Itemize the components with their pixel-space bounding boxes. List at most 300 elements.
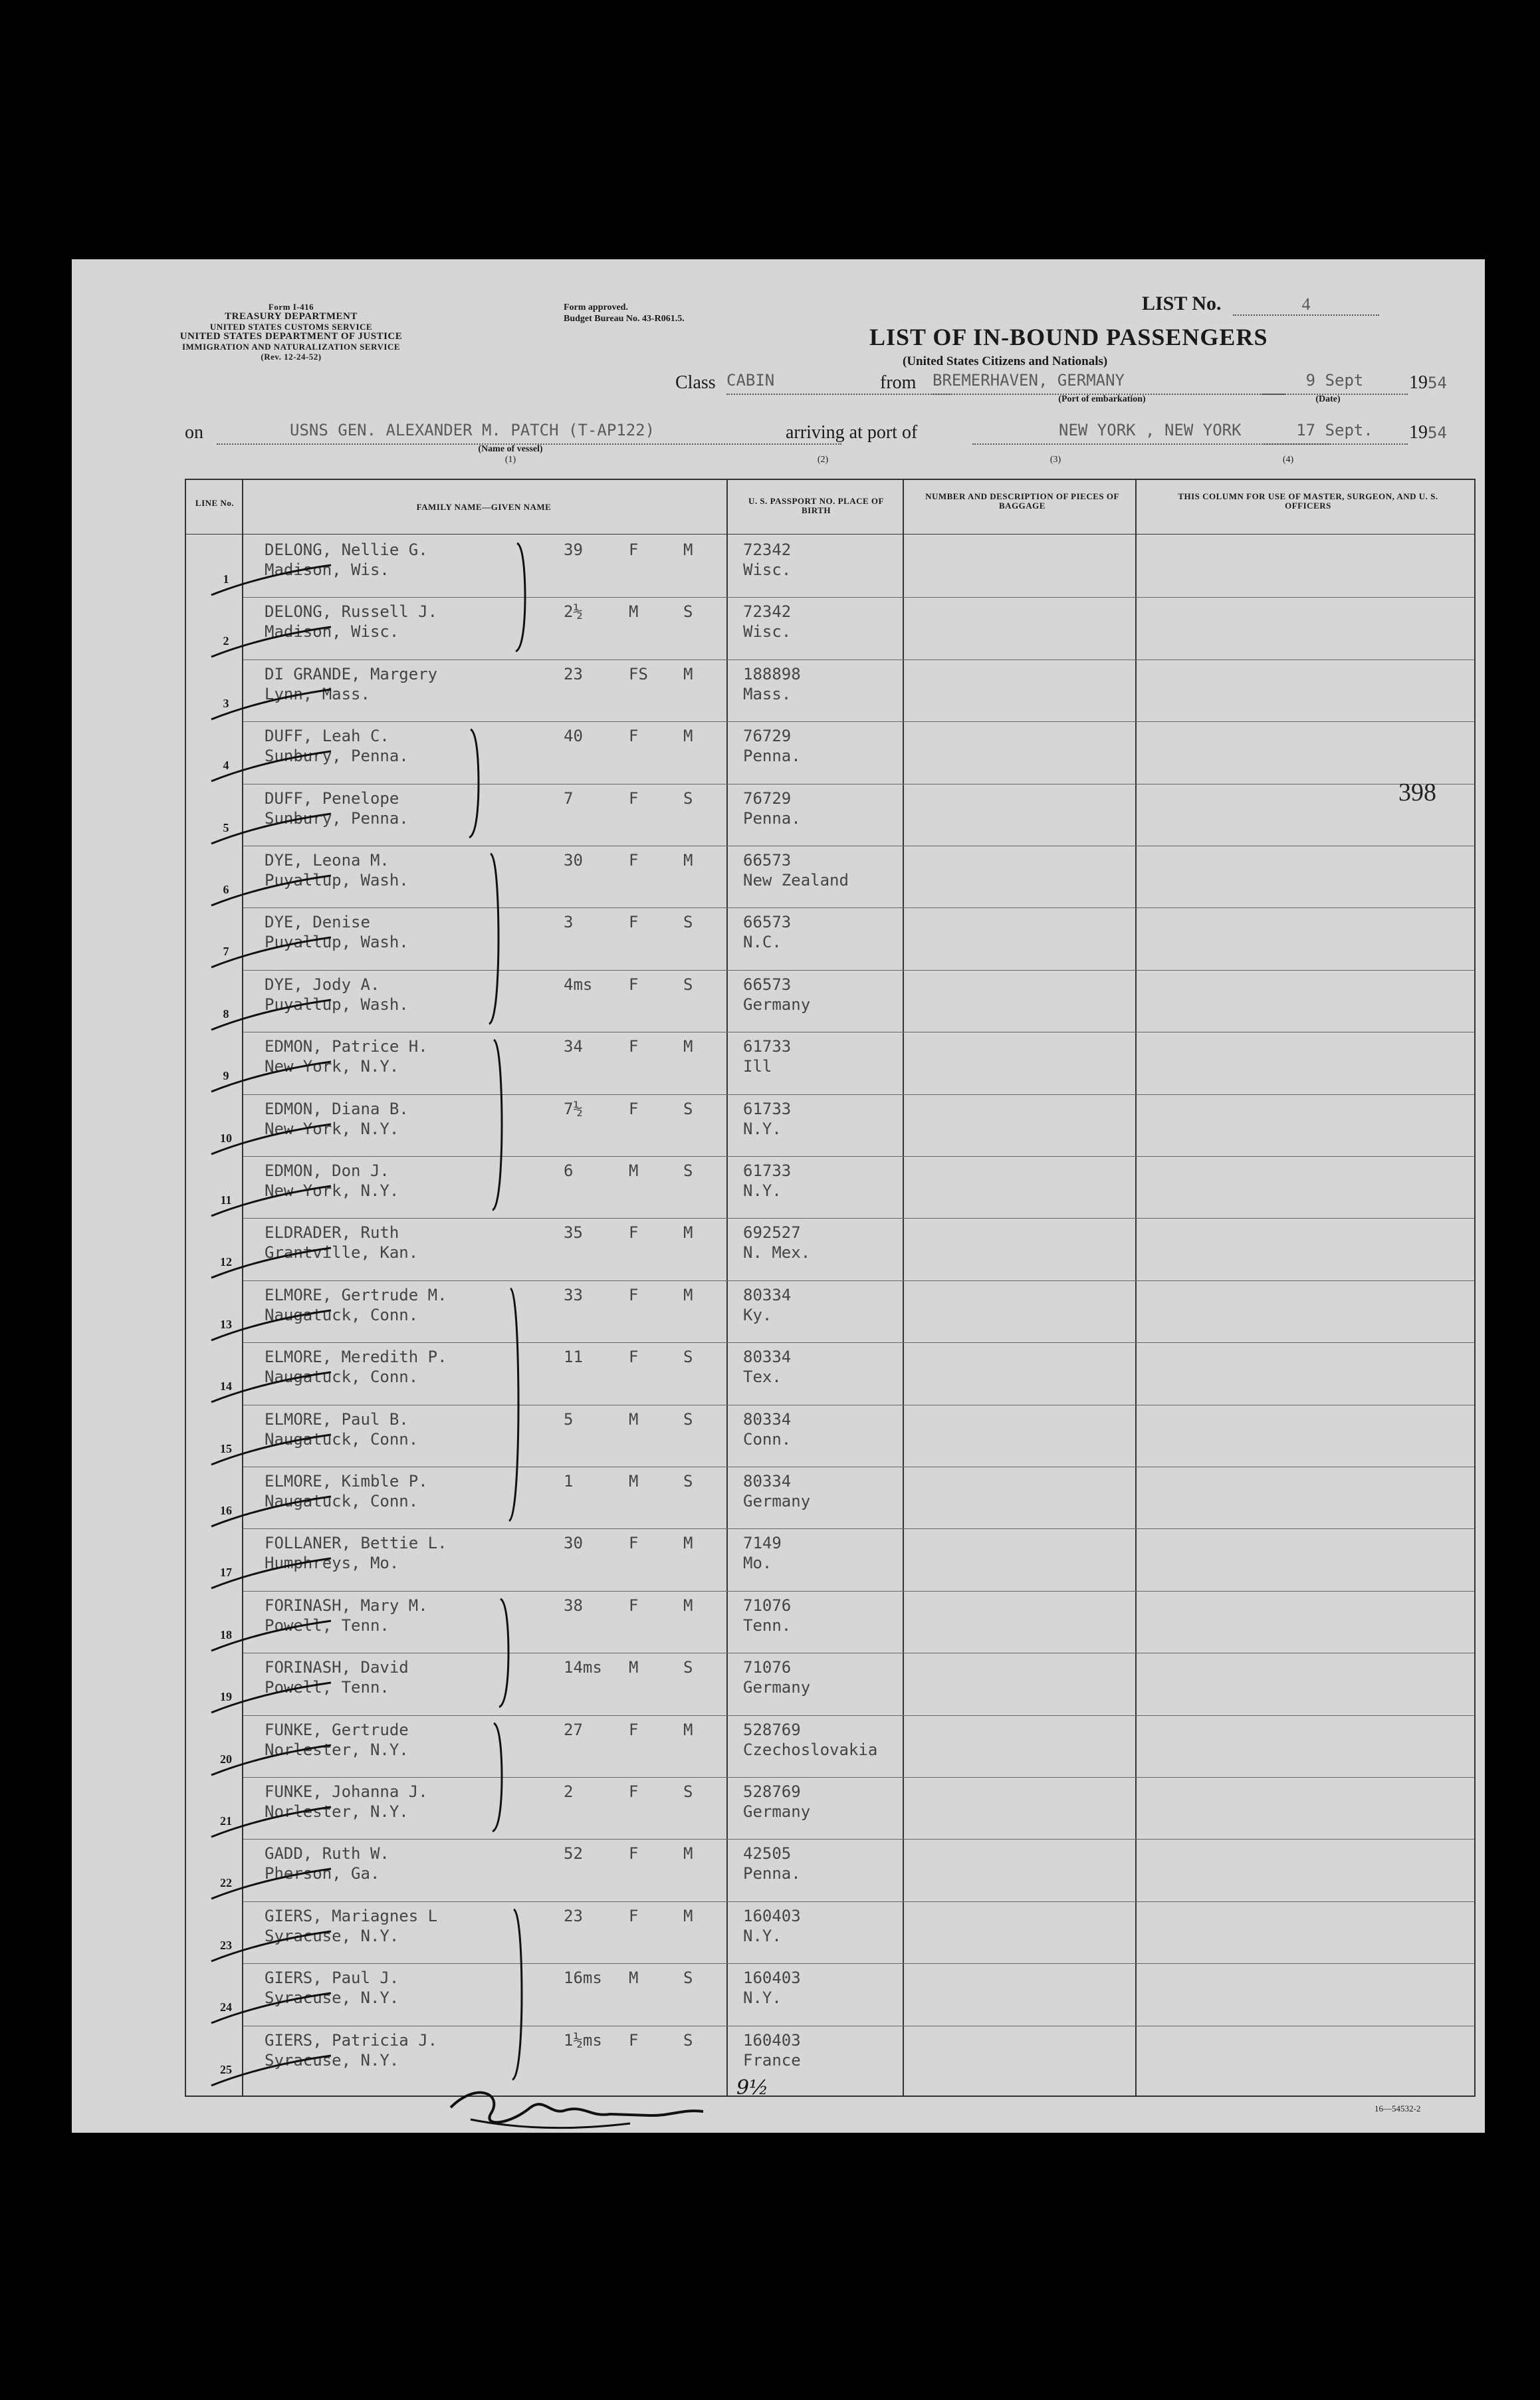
- row-divider: [243, 1342, 1474, 1343]
- passenger-marital-status: M: [683, 1223, 693, 1243]
- passenger-marital-status: S: [683, 1348, 693, 1367]
- passenger-residence: Naugatuck, Conn.: [265, 1368, 419, 1387]
- passport-number: 66573: [743, 975, 792, 994]
- passenger-name: DUFF, Penelope: [265, 788, 399, 808]
- passenger-marital-status: S: [683, 1658, 693, 1677]
- passenger-marital-status: S: [683, 1409, 693, 1429]
- check-mark: [205, 934, 338, 974]
- check-mark: [205, 1865, 338, 1905]
- row-line-number: 8: [223, 1007, 229, 1020]
- embarkation-date: 9 Sept: [1305, 371, 1364, 390]
- passenger-name: GIERS, Mariagnes L: [265, 1906, 438, 1925]
- row-line-number: 15: [220, 1441, 232, 1455]
- row-divider: [243, 1901, 1474, 1902]
- passenger-name: EDMON, Don J.: [265, 1161, 389, 1180]
- passenger-age: 6: [564, 1161, 574, 1180]
- passenger-sex: F: [629, 1720, 639, 1739]
- passenger-marital-status: S: [683, 1782, 693, 1801]
- treasury-dept: TREASURY DEPARTMENT: [225, 311, 358, 322]
- family-bracket: [484, 852, 510, 1025]
- row-line-number: 11: [220, 1193, 232, 1207]
- passenger-age: 7: [564, 788, 574, 808]
- passenger-sex: M: [629, 1658, 639, 1677]
- passenger-marital-status: M: [683, 1534, 693, 1553]
- passenger-sex: F: [629, 1223, 639, 1243]
- place-of-birth: N. Mex.: [743, 1243, 811, 1262]
- passenger-residence: Puyallup, Wash.: [265, 933, 409, 952]
- year2: [1409, 422, 1447, 443]
- embarkation-port: BREMERHAVEN, GERMANY: [933, 371, 1125, 390]
- passenger-age: 7½: [564, 1099, 583, 1118]
- row-line-number: 1: [223, 572, 229, 586]
- passenger-age: 39: [564, 540, 583, 559]
- row-divider: [243, 721, 1474, 722]
- check-mark: [205, 1618, 338, 1657]
- passenger-residence: Madison, Wis.: [265, 560, 389, 579]
- passenger-age: 1: [564, 1472, 574, 1491]
- passenger-residence: Pherson, Ga.: [265, 1864, 380, 1883]
- passenger-name: ELMORE, Gertrude M.: [265, 1285, 447, 1304]
- passenger-name: GADD, Ruth W.: [265, 1844, 389, 1863]
- year1-prefix: 19: [1409, 372, 1428, 393]
- passenger-residence: New York, N.Y.: [265, 1057, 399, 1076]
- passenger-sex: M: [629, 602, 639, 622]
- place-of-birth: Germany: [743, 1678, 811, 1697]
- place-of-birth: Germany: [743, 1802, 811, 1821]
- row-divider: [243, 1591, 1474, 1592]
- passport-number: 72342: [743, 540, 792, 559]
- passenger-name: DELONG, Nellie G.: [265, 540, 428, 559]
- passenger-sex: F: [629, 975, 639, 994]
- passenger-residence: New York, N.Y.: [265, 1119, 399, 1138]
- passenger-name: FORINASH, Mary M.: [265, 1596, 428, 1615]
- passport-number: 80334: [743, 1409, 792, 1429]
- passenger-name: ELMORE, Paul B.: [265, 1409, 409, 1429]
- check-mark: [205, 1183, 338, 1223]
- class-label: Class: [675, 372, 716, 393]
- place-of-birth: Mass.: [743, 684, 792, 703]
- passport-number: 160403: [743, 1906, 801, 1925]
- row-divider: [243, 597, 1474, 598]
- row-line-number: 20: [220, 1752, 232, 1766]
- place-of-birth: Germany: [743, 1492, 811, 1510]
- row-divider: [243, 1528, 1474, 1529]
- place-of-birth: Conn.: [743, 1429, 792, 1449]
- passenger-marital-status: S: [683, 975, 693, 994]
- passenger-age: 38: [564, 1596, 583, 1615]
- check-mark: [205, 1804, 338, 1844]
- row-divider: [243, 907, 1474, 908]
- row-line-number: 17: [220, 1566, 232, 1580]
- passenger-sex: F: [629, 1099, 639, 1118]
- passenger-marital-status: M: [683, 851, 693, 870]
- family-bracket: [510, 542, 537, 653]
- manifest-page: [72, 259, 1485, 2133]
- table-bottom-border: [185, 2096, 1476, 2097]
- passport-number: 188898: [743, 664, 801, 683]
- passport-number: 7149: [743, 1534, 782, 1553]
- passenger-marital-status: S: [683, 1161, 693, 1180]
- passenger-sex: M: [629, 1161, 639, 1180]
- passenger-sex: F: [629, 851, 639, 870]
- row-divider: [243, 1963, 1474, 1964]
- row-line-number: 14: [220, 1380, 232, 1393]
- passenger-name: ELMORE, Kimble P.: [265, 1472, 428, 1491]
- passenger-name: FUNKE, Johanna J.: [265, 1782, 428, 1801]
- check-mark: [205, 1245, 338, 1284]
- list-number: [1142, 293, 1454, 316]
- year1-value: 54: [1428, 374, 1447, 392]
- passenger-sex: F: [629, 1844, 639, 1863]
- row-line-number: 13: [220, 1317, 232, 1331]
- passenger-sex: F: [629, 1782, 639, 1801]
- passport-number: 528769: [743, 1782, 801, 1801]
- passenger-marital-status: M: [683, 1285, 693, 1304]
- header-passport: U. S. PASSPORT NO. PLACE OF BIRTH: [748, 496, 884, 515]
- table-top-border: [185, 479, 1476, 480]
- check-mark: [205, 1307, 338, 1347]
- check-mark: [205, 1990, 338, 2030]
- passenger-residence: New York, N.Y.: [265, 1181, 399, 1200]
- row-divider: [243, 970, 1474, 971]
- row-divider: [243, 1094, 1474, 1095]
- passport-number: 76729: [743, 727, 792, 746]
- vessel-name: USNS GEN. ALEXANDER M. PATCH (T-AP122): [290, 421, 655, 439]
- passenger-name: DELONG, Russell J.: [265, 602, 438, 622]
- passenger-residence: Syracuse, N.Y.: [265, 1988, 399, 2008]
- check-mark: [205, 872, 338, 912]
- year2-prefix: 19: [1409, 422, 1428, 443]
- vessel-field: [217, 421, 841, 445]
- page-title: LIST OF IN-BOUND PASSENGERS: [869, 324, 1268, 350]
- from-label: from: [876, 372, 920, 394]
- date-caption: (Date): [1315, 394, 1341, 404]
- header-baggage: NUMBER AND DESCRIPTION OF PIECES OF BAGGAGE: [925, 491, 1119, 511]
- year2-value: 54: [1428, 423, 1447, 442]
- passenger-residence: Madison, Wisc.: [265, 622, 399, 642]
- place-of-birth: N.Y.: [743, 1181, 782, 1200]
- date1-field: [1262, 371, 1408, 395]
- place-of-birth: N.Y.: [743, 1988, 782, 2008]
- passenger-residence: Powell, Tenn.: [265, 1678, 389, 1697]
- passenger-age: 2½: [564, 602, 583, 622]
- passport-number: 61733: [743, 1099, 792, 1118]
- passenger-marital-status: M: [683, 664, 693, 683]
- passenger-age: 3: [564, 913, 574, 932]
- passenger-age: 30: [564, 851, 583, 870]
- passenger-sex: M: [629, 1969, 639, 1988]
- passenger-name: EDMON, Patrice H.: [265, 1037, 428, 1056]
- family-bracket: [507, 1908, 534, 2081]
- place-of-birth: N.Y.: [743, 1926, 782, 1945]
- signature-note: 9½: [736, 2076, 769, 2100]
- row-line-number: 9: [223, 1069, 229, 1083]
- passenger-sex: F: [629, 913, 639, 932]
- date2-field: [1262, 421, 1408, 445]
- passenger-sex: FS: [629, 664, 648, 683]
- table-left-border: [185, 479, 186, 2097]
- arriving-label: arriving at port of: [782, 422, 921, 443]
- passport-number: 71076: [743, 1596, 792, 1615]
- row-line-number: 3: [223, 696, 229, 710]
- arrival-port: NEW YORK , NEW YORK: [1059, 421, 1242, 439]
- passenger-residence: Norlester, N.Y.: [265, 1802, 409, 1821]
- form-approved: Form approved.: [564, 302, 628, 312]
- passenger-residence: Naugatuck, Conn.: [265, 1429, 419, 1449]
- passport-number: 61733: [743, 1037, 792, 1056]
- passenger-age: 33: [564, 1285, 583, 1304]
- passport-number: 80334: [743, 1285, 792, 1304]
- check-mark: [205, 1555, 338, 1595]
- passenger-name: FOLLANER, Bettie L.: [265, 1534, 447, 1553]
- passport-number: 80334: [743, 1472, 792, 1491]
- place-of-birth: Penna.: [743, 808, 801, 828]
- row-divider: [243, 1218, 1474, 1219]
- passport-number: 66573: [743, 913, 792, 932]
- row-line-number: 5: [223, 820, 229, 834]
- check-mark: [205, 997, 338, 1036]
- passenger-sex: F: [629, 1534, 639, 1553]
- list-number-label: LIST No.: [1142, 293, 1222, 314]
- family-bracket: [504, 1287, 530, 1522]
- header-family-name: FAMILY NAME—GIVEN NAME: [416, 502, 552, 512]
- place-of-birth: Czechoslovakia: [743, 1740, 878, 1759]
- row-line-number: 22: [220, 1876, 232, 1890]
- passenger-age: 14ms: [564, 1658, 602, 1677]
- passenger-marital-status: S: [683, 1472, 693, 1491]
- passenger-residence: Norlester, N.Y.: [265, 1740, 409, 1759]
- passenger-residence: Naugatuck, Conn.: [265, 1492, 419, 1510]
- passport-number: 80334: [743, 1348, 792, 1367]
- check-mark: [205, 1742, 338, 1782]
- list-number-value: 4: [1233, 295, 1379, 316]
- header-line-no: LINE No.: [195, 498, 235, 508]
- passenger-marital-status: S: [683, 1099, 693, 1118]
- passenger-sex: F: [629, 1037, 639, 1056]
- passenger-marital-status: M: [683, 1596, 693, 1615]
- passenger-name: FUNKE, Gertrude: [265, 1720, 409, 1739]
- place-of-birth: N.C.: [743, 933, 782, 952]
- vessel-caption: (Name of vessel): [478, 444, 543, 454]
- passenger-residence: Humphreys, Mo.: [265, 1554, 399, 1573]
- class-value: CABIN: [726, 371, 775, 390]
- passenger-name: DYE, Jody A.: [265, 975, 380, 994]
- footer-code: 16—54532-2: [1375, 2103, 1421, 2113]
- col-num-4: (4): [1282, 455, 1294, 465]
- passenger-age: 34: [564, 1037, 583, 1056]
- row-line-number: 18: [220, 1627, 232, 1641]
- form-approval: [564, 302, 776, 324]
- passenger-marital-status: S: [683, 913, 693, 932]
- passenger-age: 23: [564, 1906, 583, 1925]
- passenger-marital-status: M: [683, 1037, 693, 1056]
- row-divider: [243, 1280, 1474, 1281]
- family-bracket: [487, 1722, 514, 1833]
- passport-number: 42505: [743, 1844, 792, 1863]
- passenger-age: 2: [564, 1782, 574, 1801]
- budget-bureau: Budget Bureau No. 43-R061.5.: [564, 314, 685, 324]
- place-of-birth: Penna.: [743, 1864, 801, 1883]
- place-of-birth: Mo.: [743, 1554, 772, 1573]
- immigration-service: IMMIGRATION AND NATURALIZATION SERVICE: [181, 342, 401, 352]
- passenger-age: 30: [564, 1534, 583, 1553]
- passenger-marital-status: S: [683, 788, 693, 808]
- row-line-number: 7: [223, 945, 229, 959]
- passenger-marital-status: M: [683, 1720, 693, 1739]
- passenger-residence: Sunbury, Penna.: [265, 747, 409, 766]
- row-divider: [243, 1839, 1474, 1840]
- passenger-residence: Lynn, Mass.: [265, 684, 370, 703]
- arrival-date: 17 Sept.: [1296, 421, 1373, 439]
- check-mark: [205, 686, 338, 726]
- form-number: Form I-416: [268, 302, 314, 312]
- check-mark: [205, 562, 338, 602]
- passenger-age: 16ms: [564, 1969, 602, 1988]
- row-line-number: 24: [220, 2000, 232, 2014]
- passenger-residence: Naugatuck, Conn.: [265, 1305, 419, 1324]
- passenger-sex: F: [629, 1348, 639, 1367]
- passenger-name: EDMON, Diana B.: [265, 1099, 409, 1118]
- passenger-residence: Puyallup, Wash.: [265, 871, 409, 890]
- revision-date: (Rev. 12-24-52): [261, 352, 322, 362]
- place-of-birth: N.Y.: [743, 1119, 782, 1138]
- family-bracket: [494, 1598, 520, 1709]
- passenger-residence: Grantville, Kan.: [265, 1243, 419, 1262]
- check-mark: [205, 2052, 338, 2092]
- header-bottom-border: [185, 534, 1476, 535]
- row-line-number: 19: [220, 1690, 232, 1704]
- row-line-number: 2: [223, 634, 229, 648]
- port-embark-caption: (Port of embarkation): [1058, 394, 1146, 404]
- passenger-name: GIERS, Patricia J.: [265, 2030, 438, 2050]
- passenger-sex: F: [629, 1906, 639, 1925]
- year1: [1409, 372, 1447, 394]
- passenger-sex: M: [629, 1472, 639, 1491]
- passenger-sex: M: [629, 1409, 639, 1429]
- passenger-age: 23: [564, 664, 583, 683]
- row-line-number: 6: [223, 883, 229, 896]
- check-mark: [205, 1121, 338, 1161]
- passenger-marital-status: M: [683, 727, 693, 746]
- passenger-sex: F: [629, 1596, 639, 1615]
- passenger-sex: F: [629, 727, 639, 746]
- check-mark: [205, 810, 338, 850]
- passenger-name: GIERS, Paul J.: [265, 1969, 399, 1988]
- check-mark: [205, 1679, 338, 1719]
- passenger-marital-status: S: [683, 2030, 693, 2050]
- place-of-birth: Tenn.: [743, 1616, 792, 1635]
- passenger-age: 5: [564, 1409, 574, 1429]
- passenger-age: 35: [564, 1223, 583, 1243]
- passenger-name: ELMORE, Meredith P.: [265, 1348, 447, 1367]
- place-of-birth: Penna.: [743, 747, 801, 766]
- agency-header: [158, 302, 424, 362]
- row-line-number: 10: [220, 1131, 232, 1145]
- passenger-marital-status: S: [683, 602, 693, 622]
- passenger-age: 11: [564, 1348, 583, 1367]
- passenger-sex: F: [629, 788, 639, 808]
- passenger-residence: Syracuse, N.Y.: [265, 1926, 399, 1945]
- passenger-marital-status: M: [683, 1844, 693, 1863]
- passenger-age: 52: [564, 1844, 583, 1863]
- passport-number: 76729: [743, 788, 792, 808]
- passenger-name: DYE, Leona M.: [265, 851, 389, 870]
- from-field: [933, 371, 1285, 395]
- row-divider: [243, 1156, 1474, 1157]
- row-line-number: 25: [220, 2062, 232, 2076]
- passport-number: 71076: [743, 1658, 792, 1677]
- col-num-3: (3): [1049, 455, 1061, 465]
- justice-dept: UNITED STATES DEPARTMENT OF JUSTICE: [179, 331, 403, 342]
- place-of-birth: Wisc.: [743, 560, 792, 579]
- passenger-marital-status: M: [683, 1906, 693, 1925]
- passenger-age: 1½ms: [564, 2030, 602, 2050]
- family-bracket: [464, 728, 491, 839]
- passport-number: 66573: [743, 851, 792, 870]
- passport-number: 692527: [743, 1223, 801, 1243]
- row-line-number: 12: [220, 1255, 232, 1269]
- passenger-residence: Syracuse, N.Y.: [265, 2050, 399, 2070]
- place-of-birth: Ill: [743, 1057, 772, 1076]
- place-of-birth: Tex.: [743, 1368, 782, 1387]
- passenger-sex: F: [629, 2030, 639, 2050]
- col-num-1: (1): [504, 455, 516, 465]
- passenger-age: 27: [564, 1720, 583, 1739]
- row-line-number: 16: [220, 1504, 232, 1517]
- row-line-number: 4: [223, 759, 229, 773]
- passenger-name: DI GRANDE, Margery: [265, 664, 438, 683]
- place-of-birth: Wisc.: [743, 622, 792, 642]
- family-bracket: [487, 1038, 514, 1211]
- header-officers: THIS COLUMN FOR USE OF MASTER, SURGEON, AND U. S. OFFICERS: [1178, 491, 1438, 511]
- customs-service: UNITED STATES CUSTOMS SERVICE: [209, 322, 373, 332]
- place-of-birth: New Zealand: [743, 871, 849, 890]
- passenger-residence: Sunbury, Penna.: [265, 808, 409, 828]
- row-divider: [243, 1777, 1474, 1778]
- col-num-2: (2): [817, 455, 829, 465]
- place-of-birth: Germany: [743, 995, 811, 1014]
- on-label: on: [185, 422, 203, 443]
- passenger-sex: F: [629, 540, 639, 559]
- check-mark: [205, 1928, 338, 1968]
- passenger-marital-status: M: [683, 540, 693, 559]
- passenger-name: FORINASH, David: [265, 1658, 409, 1677]
- passport-number: 528769: [743, 1720, 801, 1739]
- passport-number: 160403: [743, 2030, 801, 2050]
- passport-number: 61733: [743, 1161, 792, 1180]
- passenger-marital-status: S: [683, 1969, 693, 1988]
- passenger-residence: Puyallup, Wash.: [265, 995, 409, 1014]
- passport-number: 72342: [743, 602, 792, 622]
- check-mark: [205, 1431, 338, 1471]
- passenger-name: DYE, Denise: [265, 913, 370, 932]
- passenger-name: DUFF, Leah C.: [265, 727, 389, 746]
- check-mark: [205, 1058, 338, 1098]
- page-subtitle: (United States Citizens and Nationals): [903, 354, 1108, 368]
- passenger-age: 4ms: [564, 975, 593, 994]
- row-divider: [243, 1715, 1474, 1716]
- place-of-birth: Ky.: [743, 1305, 772, 1324]
- row-line-number: 23: [220, 1938, 232, 1952]
- row-line-number: 21: [220, 1814, 232, 1828]
- passenger-name: ELDRADER, Ruth: [265, 1223, 399, 1243]
- check-mark: [205, 1493, 338, 1533]
- table-right-border: [1474, 479, 1476, 2097]
- page-number: 398: [1398, 779, 1436, 806]
- passenger-age: 40: [564, 727, 583, 746]
- passenger-sex: F: [629, 1285, 639, 1304]
- place-of-birth: France: [743, 2050, 801, 2070]
